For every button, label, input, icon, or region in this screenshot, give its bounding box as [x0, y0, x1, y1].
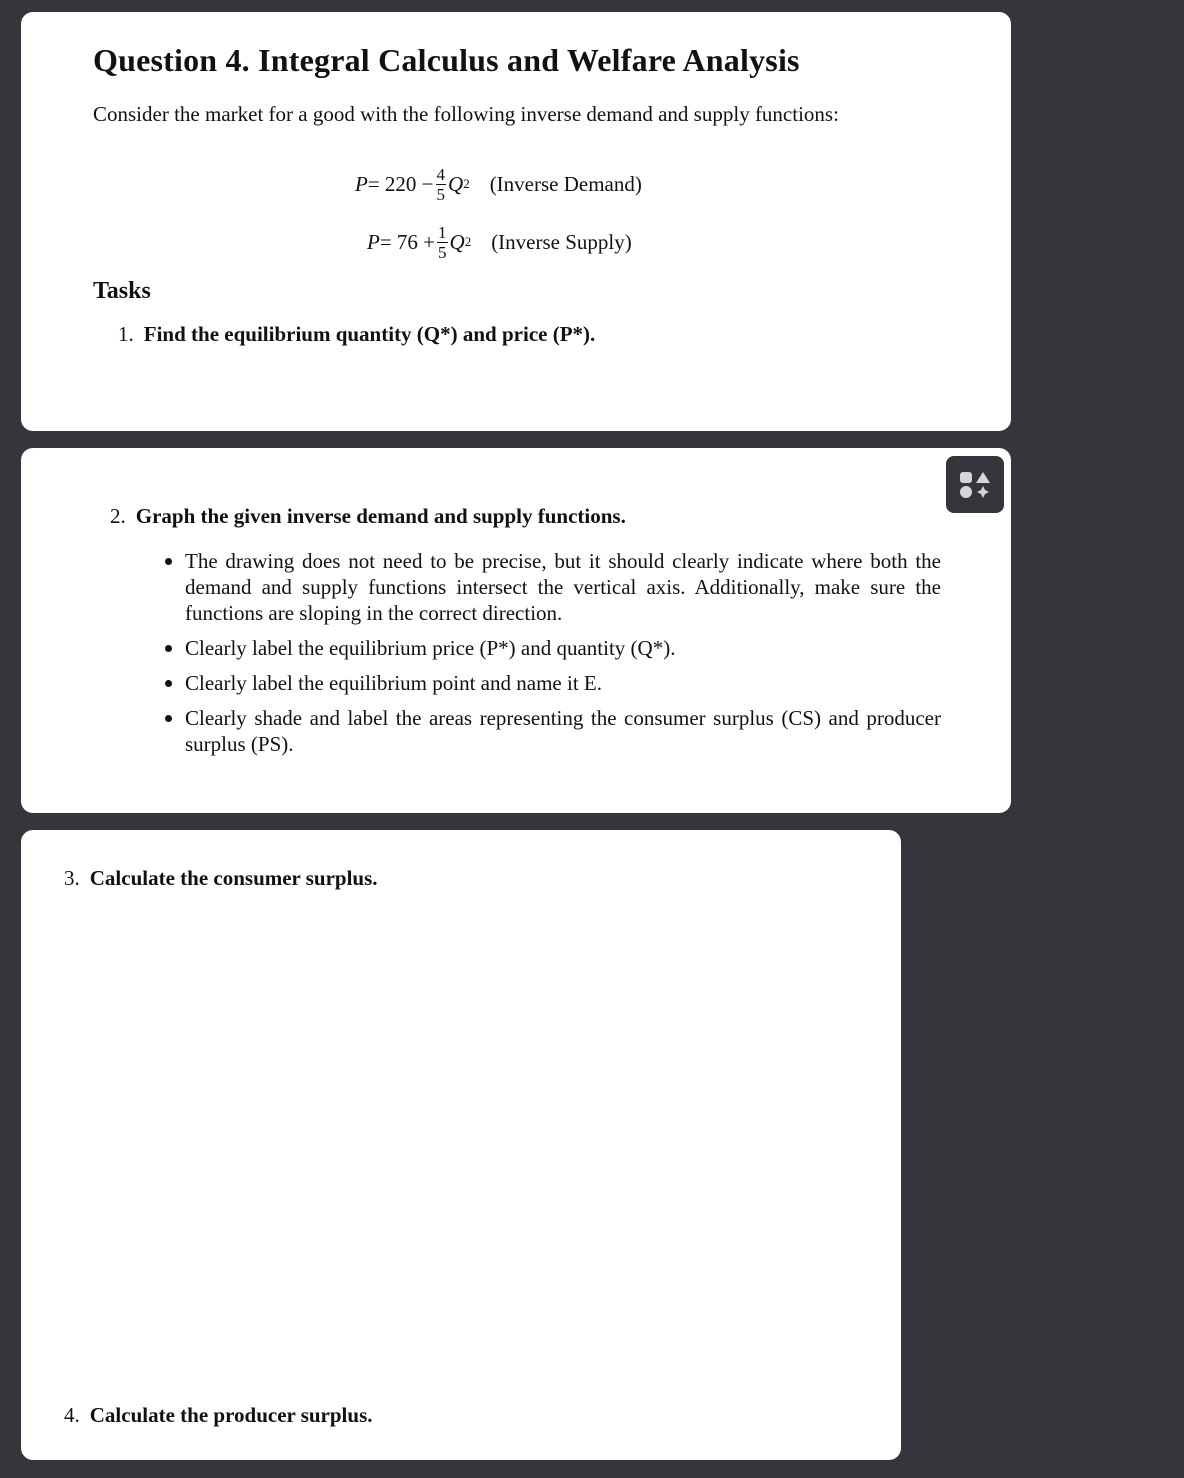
equation-constant: = 220 −: [367, 171, 434, 196]
question-title: Question 4. Integral Calculus and Welfare Analysis: [93, 42, 800, 78]
bullet-item: Clearly shade and label the areas representing the consumer surplus (CS) and producer surplus (PS).: [161, 705, 941, 757]
task-text: Find the equilibrium quantity (Q*) and price (P*).: [143, 322, 596, 346]
task-2-bullet-list: [161, 548, 941, 766]
equation-exponent: 2: [464, 234, 472, 249]
fraction-denominator: 5: [438, 242, 447, 262]
task-number: 1.: [118, 322, 134, 346]
question-intro: Consider the market for a good with the following inverse demand and supply functions:: [93, 102, 839, 126]
task-number: 3.: [64, 866, 80, 890]
equation-note: (Inverse Supply): [491, 229, 632, 254]
task-2-card: [21, 448, 1011, 813]
task-3-4-card: [21, 830, 901, 1460]
bullet-item: Clearly label the equilibrium point and name it E.: [161, 670, 941, 696]
fraction-numerator: 1: [438, 222, 447, 242]
equation-inverse-supply: [367, 214, 632, 270]
equation-exponent: 2: [463, 176, 470, 191]
equation-fraction: [437, 224, 448, 261]
shapes-widget-button[interactable]: [946, 456, 1004, 513]
task-text: Calculate the consumer surplus.: [89, 866, 378, 890]
task-number: 4.: [64, 1403, 80, 1427]
task-2: [110, 504, 626, 529]
equation-note: (Inverse Demand): [489, 171, 642, 196]
equation-inverse-demand: [355, 156, 642, 212]
shapes-icon: [958, 470, 992, 500]
bullet-item: The drawing does not need to be precise, but it should clearly indicate where both the demand and supply functions intersect the vertical axis. Additionally, make sure the functions are sloping in the correct direction.: [161, 548, 941, 626]
bullet-item: Clearly label the equilibrium price (P*) and quantity (Q*).: [161, 635, 941, 661]
equation-constant: = 76 +: [379, 229, 436, 254]
task-text: Calculate the producer surplus.: [89, 1403, 373, 1427]
task-1: [118, 322, 595, 347]
question-card: [21, 12, 1011, 431]
task-text: Graph the given inverse demand and supply functions.: [135, 504, 626, 528]
equation-variable: Q: [449, 229, 465, 254]
task-number: 2.: [110, 504, 126, 528]
fraction-denominator: 5: [436, 184, 446, 204]
task-4: [64, 1403, 373, 1428]
fraction-numerator: 4: [436, 164, 446, 184]
task-3: [64, 866, 378, 891]
equation-lhs: P: [355, 171, 368, 196]
equation-variable: Q: [448, 171, 464, 196]
equation-fraction: [436, 166, 447, 203]
tasks-heading: Tasks: [93, 278, 151, 304]
equation-lhs: P: [367, 229, 380, 254]
